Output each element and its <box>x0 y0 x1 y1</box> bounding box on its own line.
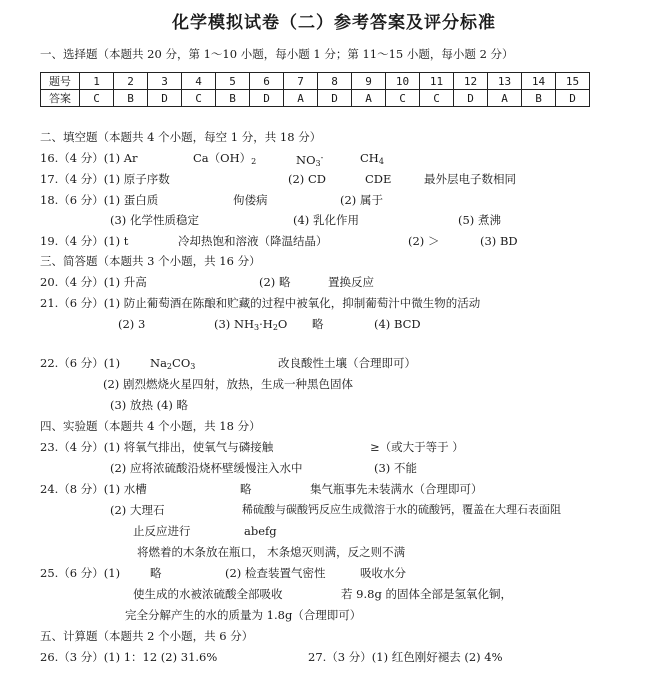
number-cell: 11 <box>420 73 454 90</box>
number-cell: 10 <box>386 73 420 90</box>
q16-answer-3: $NO_3^-$ <box>296 153 324 168</box>
number-cell: 4 <box>182 73 216 90</box>
answer-cell: D <box>556 90 590 107</box>
q21-answer-3b: 略 <box>312 317 324 331</box>
q22-label: 22.（6 分）(1) <box>40 356 121 370</box>
q21-answer-3: (3) $NH_3\cdot H_2O$ <box>214 317 288 332</box>
number-cell: 7 <box>284 73 318 90</box>
q25-answer-2: (2) 检查装置气密性 <box>225 566 326 580</box>
answer-cell: C <box>386 90 420 107</box>
q25-answer-5: 若 9.8g 的固体全部是氢氧化铜， <box>341 587 512 601</box>
q24-answer-5-cont: 止反应进行 <box>133 524 191 538</box>
q17-answer-3: CDE <box>365 172 392 186</box>
answer-cell: A <box>488 90 522 107</box>
q23-label: 23.（4 分）(1) 将氧气排出，使氧气与磷接触 <box>40 440 274 454</box>
answer-table <box>40 72 590 107</box>
q22-answer-3: (2) 剧烈燃烧火星四射，放热，生成一种黑色固体 <box>103 377 353 391</box>
q22-answer-1: $Na_2CO_3$ <box>150 356 196 371</box>
q24-label: 24.（8 分）(1) 水槽 <box>40 482 147 496</box>
q17-label: 17.（4 分）(1) 原子序数 <box>40 172 170 186</box>
q21-answer-2: (2) 3 <box>118 317 146 331</box>
number-cell: 6 <box>250 73 284 90</box>
answer-cell: D <box>454 90 488 107</box>
q22-answer-4: (3) 放热 (4) 略 <box>110 398 189 412</box>
q16-answer-4: $CH_4$ <box>360 151 384 166</box>
q18-label: 18.（6 分）(1) 蛋白质 <box>40 193 159 207</box>
q21-label: 21.（6 分）(1) 防止葡萄酒在陈酿和贮藏的过程中被氧化，抑制葡萄汁中微生物的活动 <box>40 296 481 310</box>
table-row-answers <box>41 90 590 107</box>
q19-answer-2: 冷却热饱和溶液（降温结晶） <box>178 234 328 248</box>
q25-answer-1: 略 <box>150 566 162 580</box>
answer-cell: B <box>216 90 250 107</box>
answer-cell: A <box>352 90 386 107</box>
row-label-answer: 答案 <box>41 90 80 107</box>
q23-answer-2: ≥（或大于等于 ） <box>370 440 464 454</box>
q23-answer-3: (2) 应将浓硫酸沿烧杯壁缓慢注入水中 <box>110 461 303 475</box>
section-3-heading: 三、简答题（本题共 3 个小题，共 16 分） <box>40 254 261 268</box>
q27-answer: 27.（3 分）(1) 红色刚好褪去 (2) 4% <box>308 650 503 664</box>
q25-answer-5-cont: 完全分解产生的水的质量为 1.8g（合理即可） <box>125 608 362 622</box>
q20-answer-3: 置换反应 <box>328 275 374 289</box>
number-cell: 2 <box>114 73 148 90</box>
answer-cell: C <box>182 90 216 107</box>
section-5-heading: 五、计算题（本题共 2 个小题，共 6 分） <box>40 629 254 643</box>
answer-cell: D <box>148 90 182 107</box>
q25-answer-4: 使生成的水被浓硫酸全部吸收 <box>133 587 283 601</box>
number-cell: 9 <box>352 73 386 90</box>
section-1-heading: 一、选择题（本题共 20 分，第 1～10 小题，每小题 1 分；第 11～15 小题，每小题 2 分） <box>40 47 514 61</box>
answer-cell: B <box>522 90 556 107</box>
q24-answer-5: 稀硫酸与碳酸钙反应生成微溶于水的硫酸钙，覆盖在大理石表面阻 <box>242 503 561 516</box>
q18-answer-6: (5) 煮沸 <box>458 213 501 227</box>
q24-answer-4: (2) 大理石 <box>110 503 165 517</box>
table-row-numbers <box>41 73 590 90</box>
page-title: 化学模拟试卷（二）参考答案及评分标准 <box>172 13 496 33</box>
q25-label: 25.（6 分）(1) <box>40 566 121 580</box>
q16-label: 16.（4 分）(1) Ar <box>40 151 138 165</box>
answer-cell: B <box>114 90 148 107</box>
q18-answer-2: 佝偻病 <box>233 193 268 207</box>
q18-answer-4: (3) 化学性质稳定 <box>110 213 199 227</box>
answer-cell: C <box>420 90 454 107</box>
q19-label: 19.（4 分）(1) t <box>40 234 129 248</box>
q24-answer-6: abefg <box>244 524 277 538</box>
q18-answer-5: (4) 乳化作用 <box>293 213 359 227</box>
q17-answer-4: 最外层电子数相同 <box>424 172 516 186</box>
q17-answer-2: (2) CD <box>288 172 326 186</box>
q20-label: 20.（4 分）(1) 升高 <box>40 275 147 289</box>
answer-cell: D <box>250 90 284 107</box>
number-cell: 14 <box>522 73 556 90</box>
number-cell: 5 <box>216 73 250 90</box>
answer-cell: D <box>318 90 352 107</box>
answer-cell: C <box>80 90 114 107</box>
number-cell: 3 <box>148 73 182 90</box>
q24-answer-3: 集气瓶事先未装满水（合理即可） <box>310 482 483 496</box>
row-label-number: 题号 <box>41 73 80 90</box>
answer-cell: A <box>284 90 318 107</box>
q23-answer-4: (3) 不能 <box>374 461 417 475</box>
q20-answer-2: (2) 略 <box>259 275 291 289</box>
q16-answer-2: $Ca(OH)_2$ <box>193 151 257 166</box>
q18-answer-3: (2) 属于 <box>340 193 383 207</box>
q24-answer-7: 将燃着的木条放在瓶口， 木条熄灭则满，反之则不满 <box>137 545 406 559</box>
q25-answer-3: 吸收水分 <box>360 566 406 580</box>
number-cell: 13 <box>488 73 522 90</box>
section-2-heading: 二、填空题（本题共 4 个小题，每空 1 分，共 18 分） <box>40 130 322 144</box>
q26-answer: 26.（3 分）(1) 1：12 (2) 31.6% <box>40 650 218 664</box>
section-4-heading: 四、实验题（本题共 4 个小题，共 18 分） <box>40 419 261 433</box>
number-cell: 1 <box>80 73 114 90</box>
number-cell: 15 <box>556 73 590 90</box>
q22-answer-2: 改良酸性土壤（合理即可） <box>278 356 416 370</box>
q24-answer-2: 略 <box>240 482 252 496</box>
q19-answer-3: (2) ＞ <box>408 234 440 248</box>
q21-answer-4: (4) BCD <box>374 317 421 331</box>
number-cell: 12 <box>454 73 488 90</box>
number-cell: 8 <box>318 73 352 90</box>
q19-answer-4: (3) BD <box>480 234 518 248</box>
